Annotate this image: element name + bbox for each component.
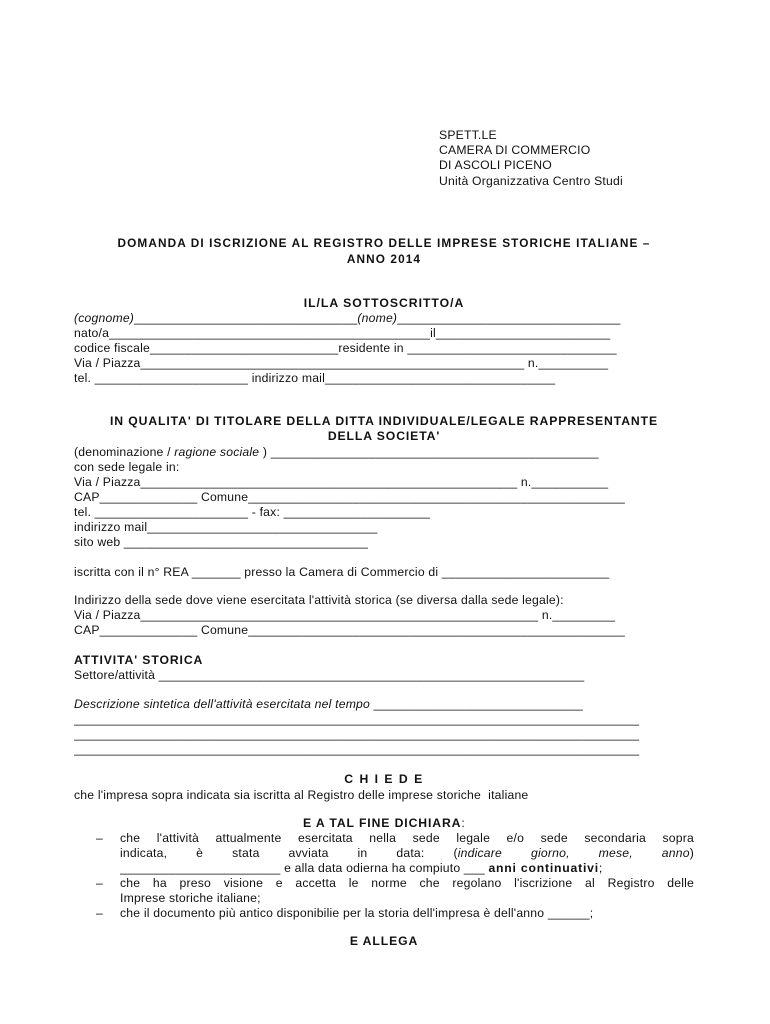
continuous-years-label: anni continuativi xyxy=(488,861,599,875)
nome-field[interactable]: ________________________________ xyxy=(397,311,621,325)
registered-office-label: con sede legale in: xyxy=(74,460,180,474)
declaration-item-1: che l'attività attualmente esercitata nella sede legale e/o sede secondaria sopra xyxy=(120,831,694,845)
nome-label: (nome) xyxy=(357,311,398,325)
declaration-item-1-years xyxy=(120,861,694,876)
declaration-item-3[interactable]: che il documento più antico disponibilie per la storia dell'impresa è dell'anno ______; xyxy=(120,906,594,920)
denominazione-label: (denominazione / xyxy=(74,445,175,459)
company-website-field[interactable]: sito web ___________________________________ xyxy=(74,535,369,549)
declaration-item-1-date xyxy=(120,846,694,861)
birth-field[interactable]: nato/a______________________________________________il_________________________ xyxy=(74,326,611,340)
years-terminator: ; xyxy=(598,861,603,875)
historic-cap-field[interactable]: CAP______________ Comune______________________________________________________ xyxy=(74,623,626,637)
sector-field[interactable]: Settore/attività _____________________________________________________________ xyxy=(74,668,585,682)
declaration-colon: : xyxy=(461,816,465,830)
cognome-field[interactable]: ________________________________ xyxy=(134,311,358,325)
company-heading: IN QUALITA' DI TITOLARE DELLA DITTA INDIVIDUALE/LEGALE RAPPRESENTANTE xyxy=(110,414,658,428)
signer-heading: IL/LA SOTTOSCRITTO/A xyxy=(303,296,465,310)
company-cap-field[interactable]: CAP______________ Comune______________________________________________________ xyxy=(74,490,626,504)
company-heading-2: DELLA SOCIETA' xyxy=(327,429,441,443)
ragione-sociale-label: ragione sociale xyxy=(174,445,260,459)
historic-site-label: Indirizzo della sede dove viene esercitata l'attività storica (se diversa dalla sede legale): xyxy=(74,593,564,607)
company-email-field[interactable]: indirizzo mail_________________________________ xyxy=(74,520,378,534)
company-name-field[interactable]: ) _______________________________________________ xyxy=(259,445,599,459)
activity-heading: ATTIVITA' STORICA xyxy=(74,653,204,667)
recipient-line: SPETT.LE xyxy=(439,128,497,142)
address-field[interactable]: Via / Piazza_______________________________________________________ n.__________ xyxy=(74,356,609,370)
declaration-heading-row xyxy=(74,816,694,831)
document-title-year: ANNO 2014 xyxy=(346,252,422,266)
description-field[interactable]: ______________________________ xyxy=(370,697,583,711)
description-blank-line[interactable]: _________________________________________________________________________________ xyxy=(74,727,640,741)
recipient-line: DI ASCOLI PICENO xyxy=(439,158,552,172)
start-date-label: indicata, è stata avviata in data: ( xyxy=(120,846,458,860)
recipient-line: Unità Organizzativa Centro Studi xyxy=(439,174,623,188)
list-bullet: – xyxy=(96,906,103,920)
declaration-item-2-cont: Imprese storiche italiane; xyxy=(120,891,261,905)
cognome-label: (cognome) xyxy=(74,311,135,325)
list-bullet: – xyxy=(96,831,103,845)
attach-heading: E ALLEGA xyxy=(349,934,419,948)
start-date-close: ) xyxy=(689,846,694,860)
cognome-nome-row xyxy=(74,311,694,326)
phone-email-field[interactable]: tel. ______________________ indirizzo mail_________________________________ xyxy=(74,371,556,385)
recipient-line: CAMERA DI COMMERCIO xyxy=(439,143,591,157)
description-row xyxy=(74,697,694,712)
start-date-hint: indicare giorno, mese, anno xyxy=(457,846,690,860)
declaration-heading: E A TAL FINE DICHIARA xyxy=(303,816,462,830)
company-name-row xyxy=(74,445,694,460)
company-phone-fax-field[interactable]: tel. ______________________ - fax: _____________________ xyxy=(74,505,431,519)
description-blank-line[interactable]: _________________________________________________________________________________ xyxy=(74,712,640,726)
description-label: Descrizione sintetica dell'attività esercitata nel tempo xyxy=(74,697,371,711)
list-bullet: – xyxy=(96,876,103,890)
request-heading: C H I E D E xyxy=(344,772,424,786)
description-blank-line[interactable]: _________________________________________________________________________________ xyxy=(74,742,640,756)
document-title: DOMANDA DI ISCRIZIONE AL REGISTRO DELLE IMPRESE STORICHE ITALIANE – xyxy=(117,236,651,250)
years-field[interactable]: _______________________ e alla data odierna ha compiuto ___ xyxy=(120,861,489,875)
declaration-item-2: che ha preso visione e accetta le norme che regolano l'iscrizione al Registro delle xyxy=(120,876,694,890)
request-text: che l'impresa sopra indicata sia iscritta al Registro delle imprese storiche italiane xyxy=(74,788,529,802)
tax-code-residence-field[interactable]: codice fiscale___________________________residente in ______________________________ xyxy=(74,341,617,355)
rea-field[interactable]: iscritta con il n° REA _______ presso la Camera di Commercio di ________________________ xyxy=(74,565,610,579)
historic-address-field[interactable]: Via / Piazza_________________________________________________________ n._________ xyxy=(74,608,616,622)
company-address-field[interactable]: Via / Piazza______________________________________________________ n.___________ xyxy=(74,475,609,489)
